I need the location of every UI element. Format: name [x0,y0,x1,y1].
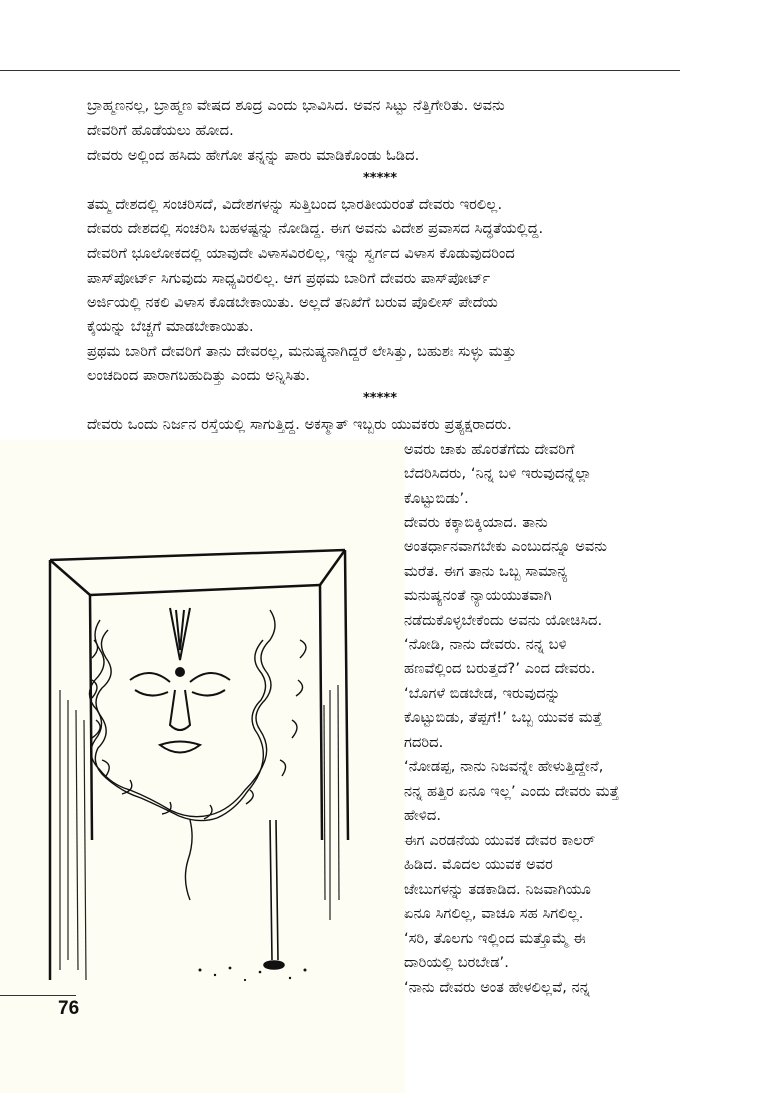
text-line: ಲಂಚದಿಂದ ಪಾರಾಗಬಹುದಿತ್ತು ಎಂದು ಅನ್ನಿಸಿತು. [87,368,311,384]
text-line: ದೇವರು ಅಲ್ಲಿಂದ ಹಸಿದು ಹೇಗೋ ತನ್ನನ್ನು ಪಾರು ಮಾಡಿಕೊಂಡು ಓಡಿದ. [87,148,420,164]
garland [89,610,306,900]
text-line: ದೇವರು ಒಂದು ನಿರ್ಜನ ರಸ್ತೆಯಲ್ಲಿ ಸಾಗುತ್ತಿದ್ದ. ಅಕಸ್ಮಾತ್ ಇಬ್ಬರು ಯುವಕರು ಪ್ರತ್ಯಕ್ಷರಾದರು. [87,417,512,433]
text-line: ‘ಬೊಗಳೆ ಬಿಡಬೇಡ, ಇರುವುದನ್ನು [404,686,561,702]
text-line: ‘ಸರಿ, ತೊಲಗು ಇಲ್ಲಿಂದ ಮತ್ತೊಮ್ಮೆ ಈ [404,931,586,947]
text-line: ಕೊಟ್ಟುಬಿಡು’. [404,491,469,507]
text-line: ಮನುಷ್ಯನಂತೆ ನ್ಯಾಯಯುತವಾಗಿ [404,588,552,604]
text-line: ಬ್ರಾಹ್ಮಣನಲ್ಲ, ಬ್ರಾಹ್ಮಣ ವೇಷದ ಶೂದ್ರ ಎಂದು ಭಾವಿಸಿದ. ಅವನ ಸಿಟ್ಟು ನೆತ್ತಿಗೇರಿತು. ಅವನು [87,98,505,114]
section-separator: ***** [363,391,397,406]
page-number: 76 [58,998,80,1019]
ground-specks [199,967,307,982]
lamp-stand [264,820,284,969]
text-line: ಜೇಬುಗಳನ್ನು ತಡಕಾಡಿದ. ನಿಜವಾಗಿಯೂ [404,882,591,898]
text-line: ಪಾಸ್‌ಪೋರ್ಟ್ ಸಿಗುವುದು ಸಾಧ್ಯವಿರಲಿಲ್ಲ. ಆಗ ಪ್ರಥಮ ಬಾರಿಗೆ ದೇವರು ಪಾಸ್‌ಪೋರ್ಟ್ [87,271,491,287]
text-line: ನನ್ನ ಹತ್ತಿರ ಏನೂ ಇಲ್ಲ’ ಎಂದು ದೇವರು ಮತ್ತೆ [404,784,620,800]
text-line: ದೇವರು ಕಕ್ಕಾಬಿಕ್ಕಿಯಾದ. ತಾನು [404,515,548,531]
text-line: ‘ನೋಡಿ, ನಾನು ದೇವರು. ನನ್ನ ಬಳಿ [404,637,567,653]
text-line: ಮರೆತ. ಈಗ ತಾನು ಒಬ್ಬ ಸಾಮಾನ್ಯ [404,564,568,580]
text-line: ತಮ್ಮ ದೇಶದಲ್ಲಿ ಸಂಚರಿಸದೆ, ವಿದೇಶಗಳನ್ನು ಸುತ್ತಿಬಂದ ಭಾರತೀಯರಂತೆ ದೇವರು ಇರಲಿಲ್ಲ. [87,197,503,213]
text-line: ಅಂತರ್ಧಾನವಾಗಬೇಕು ಎಂಬುದನ್ನೂ ಅವನು [404,539,608,555]
text-line: ದೇವರಿಗೆ ಭೂಲೋಕದಲ್ಲಿ ಯಾವುದೇ ವಿಳಾಸವಿರಲಿಲ್ಲ, ಇನ್ನು ಸ್ವರ್ಗದ ವಿಳಾಸ ಕೊಡುವುದರಿಂದ [87,246,515,262]
text-line: ಕೈಯನ್ನು ಬೆಚ್ಚಗೆ ಮಾಡಬೇಕಾಯಿತು. [87,319,254,335]
text-line: ಬೆದರಿಸಿದರು, ‘ನಿನ್ನ ಬಳಿ ಇರುವುದನ್ನೆಲ್ಲಾ [404,466,592,482]
text-line: ದಾರಿಯಲ್ಲಿ ಬರಬೇಡ’. [404,955,509,971]
text-line: ಹಿಡಿದ. ಮೊದಲ ಯುವಕ ಅವರ [404,857,553,873]
text-line: ಹೇಳಿದ. [404,808,442,824]
deity-face [130,608,230,753]
doorway-frame [50,550,348,980]
header-rule [0,70,680,71]
text-line: ಕೊಟ್ಟುಬಿಡು, ತೆಪ್ಪಗೆ!’ ಒಬ್ಬ ಯುವಕ ಮತ್ತೆ [404,710,603,726]
text-line: ‘ನಾನು ದೇವರು ಅಂತ ಹೇಳಲಿಲ್ಲವೆ, ನನ್ನ [404,980,590,996]
section-separator: ***** [363,171,397,186]
text-line: ನಡೆದುಕೊಳ್ಳಬೇಕೆಂದು ಅವನು ಯೋಚಿಸಿದ. [404,613,603,629]
text-line: ಅವರು ಚಾಕು ಹೊರತೆಗೆದು ದೇವರಿಗೆ [404,442,575,458]
text-line: ಹಣವೆಲ್ಲಿಂದ ಬರುತ್ತದೆ?’ ಎಂದ ದೇವರು. [404,661,596,677]
text-line: ಅರ್ಜಿಯಲ್ಲಿ ನಕಲಿ ವಿಳಾಸ ಕೊಡಬೇಕಾಯಿತು. ಅಲ್ಲದೆ ತನಿಖೆಗೆ ಬರುವ ಪೊಲೀಸ್ ಪೇದೆಯ [87,295,498,311]
text-line: ಈಗ ಎರಡನೆಯ ಯುವಕ ದೇವರ ಕಾಲರ್ [404,833,596,849]
text-line: ದೇವರಿಗೆ ಹೊಡೆಯಲು ಹೋದ. [87,123,234,139]
text-line: ಗದರಿದ. [404,735,444,751]
text-line: ‘ನೋಡಪ್ಪ, ನಾನು ನಿಜವನ್ನೇ ಹೇಳುತ್ತಿದ್ದೇನೆ, [404,759,604,775]
text-line: ಏನೂ ಸಿಗಲಿಲ್ಲ, ವಾಚೂ ಸಹ ಸಿಗಲಿಲ್ಲ. [404,906,584,922]
deity-illustration [30,540,375,1010]
text-line: ದೇವರು ದೇಶದಲ್ಲಿ ಸಂಚರಿಸಿ ಬಹಳಷ್ಟನ್ನು ನೋಡಿದ್ದ. ಈಗ ಅವನು ವಿದೇಶ ಪ್ರವಾಸದ ಸಿದ್ಧತೆಯಲ್ಲಿದ್ದ. [87,221,544,237]
footer-rule [0,995,76,996]
text-line: ಪ್ರಥಮ ಬಾರಿಗೆ ದೇವರಿಗೆ ತಾನು ದೇವರಲ್ಲ, ಮನುಷ್ಯನಾಗಿದ್ದರೆ ಲೇಸಿತ್ತು, ಬಹುಶಃ ಸುಳ್ಳು ಮತ್ತು [87,344,517,360]
